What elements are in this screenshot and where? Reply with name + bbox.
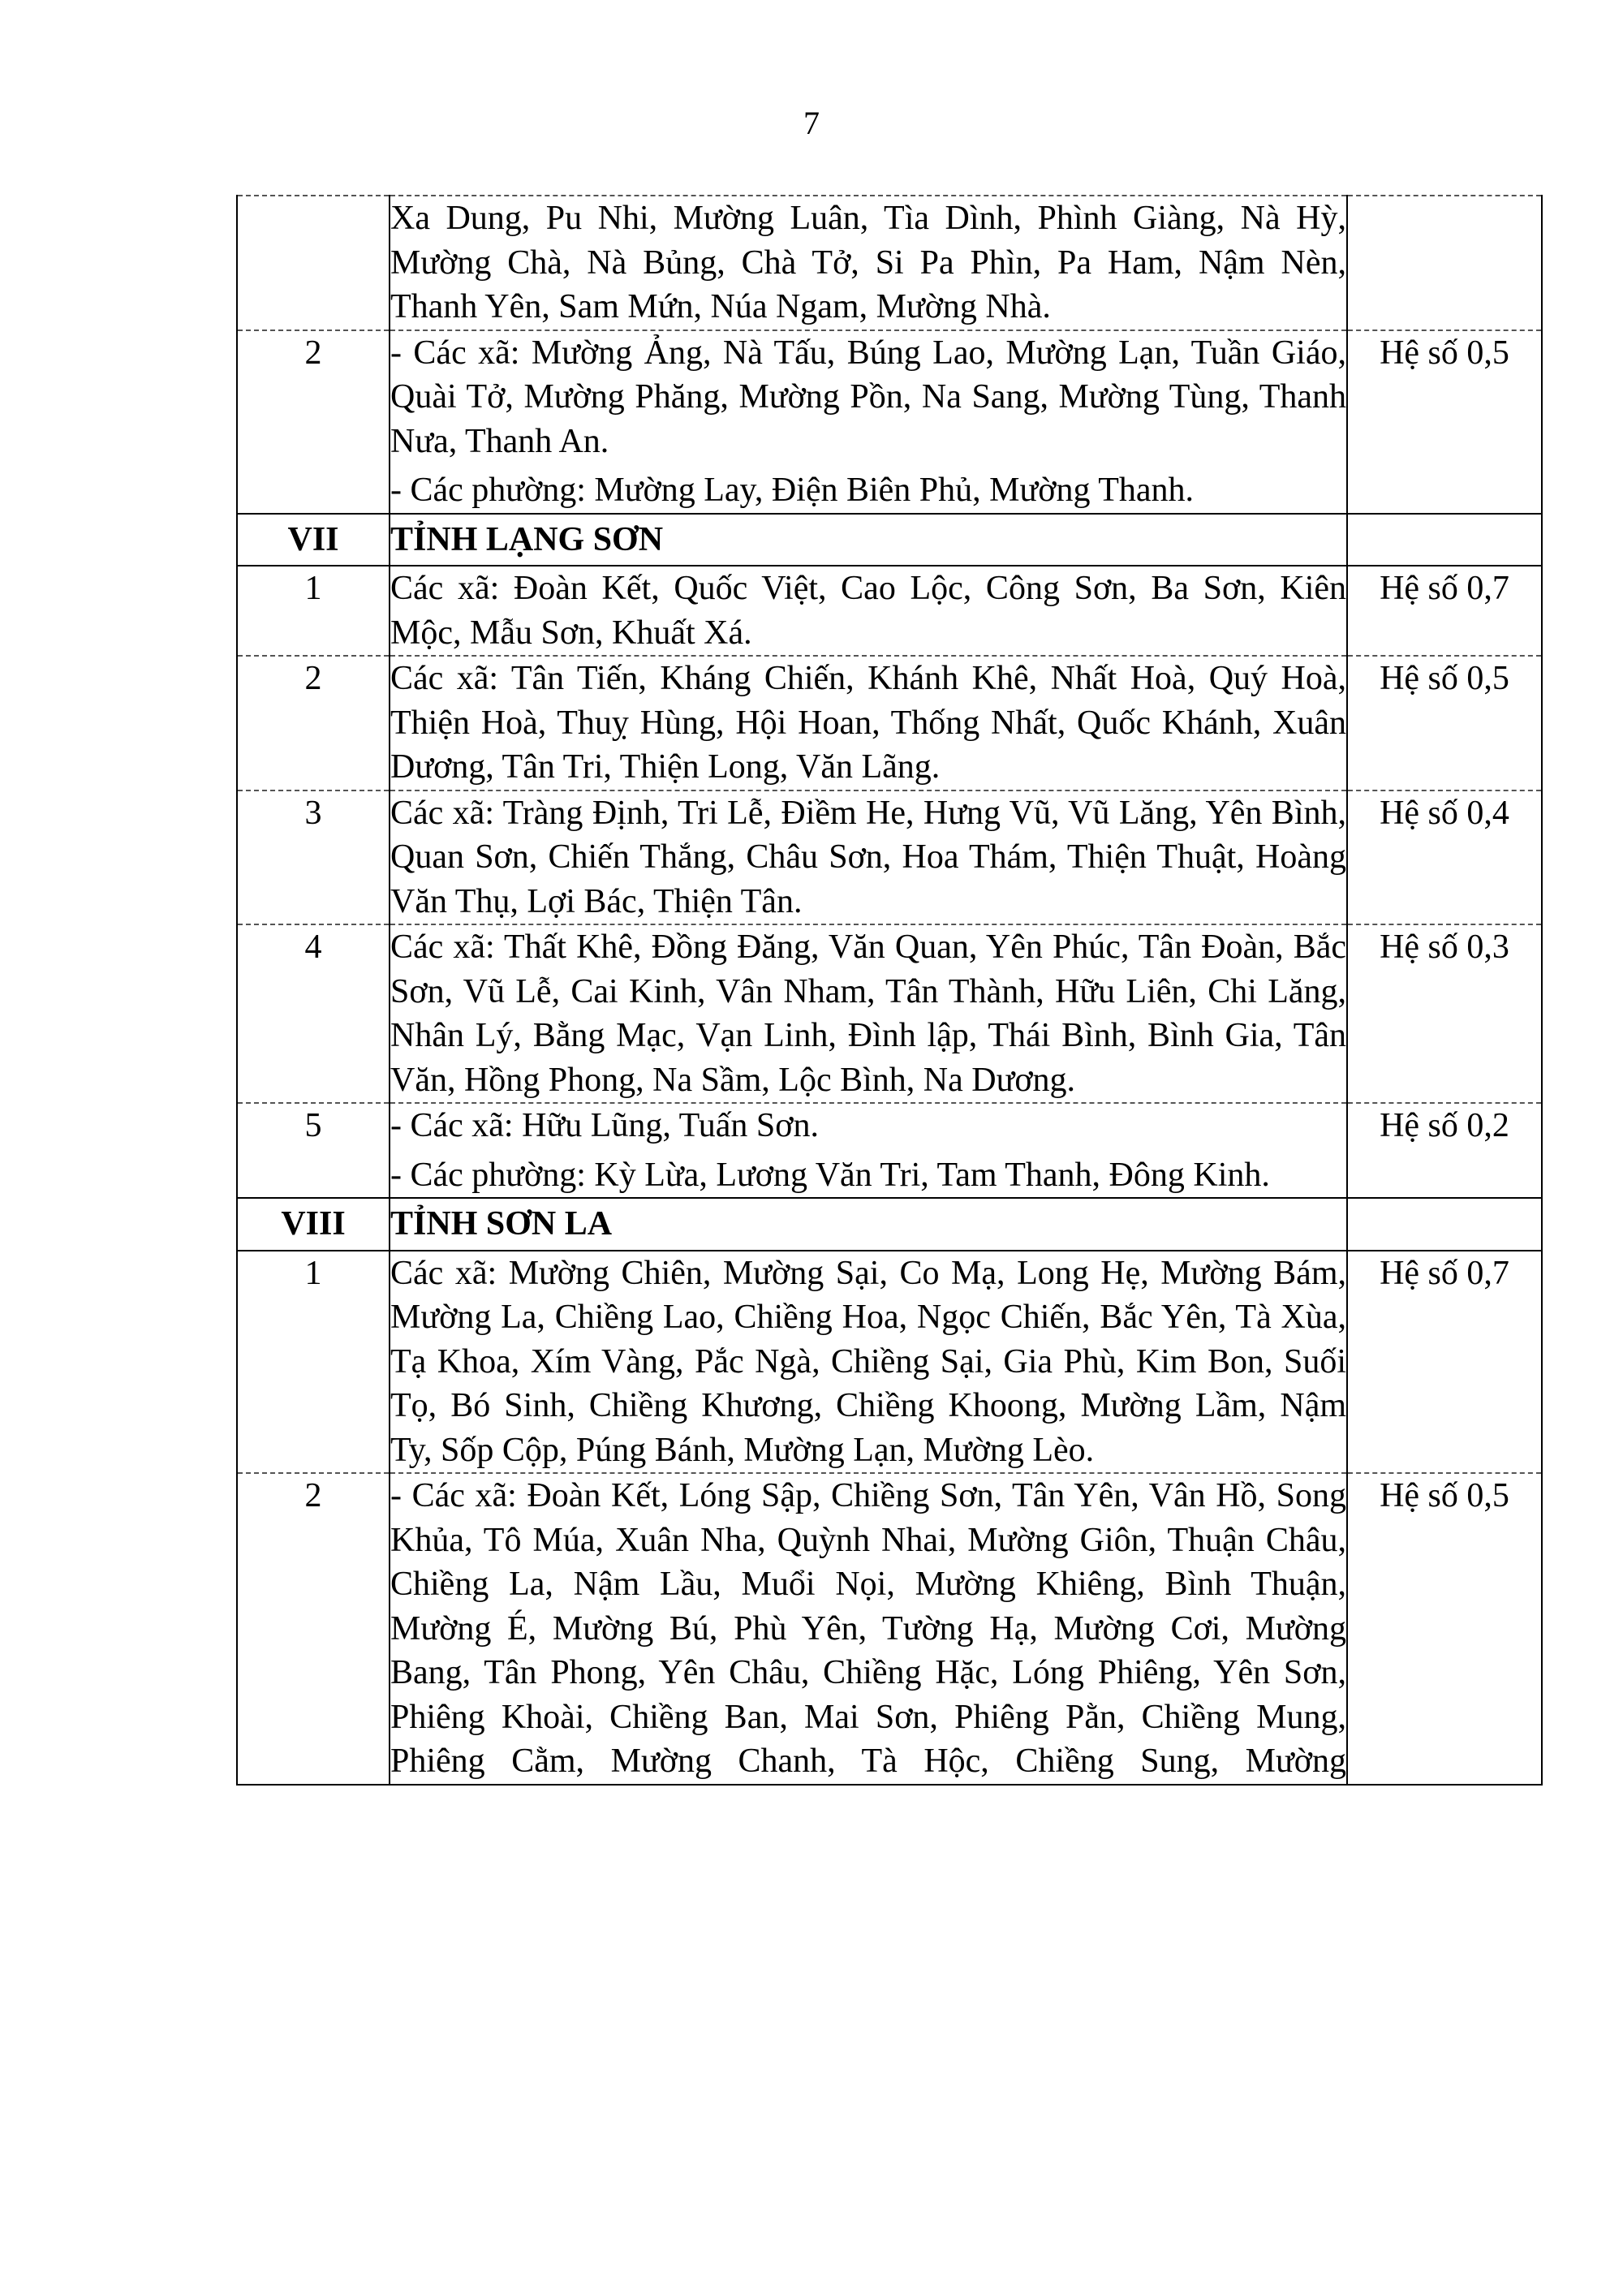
page-number: 7	[803, 105, 820, 141]
table-row	[237, 790, 1542, 925]
commune-paragraph: - Các xã: Hữu Lũng, Tuấn Sơn.	[390, 1107, 819, 1144]
commune-paragraph: - Các phường: Mường Lay, Điện Biên Phủ, Mường Thanh.	[390, 472, 1194, 509]
section-row	[237, 514, 1542, 566]
table-row	[237, 1103, 1542, 1198]
table-row	[237, 330, 1542, 514]
coefficient-value: Hệ số 0,5	[1347, 330, 1542, 514]
section-row	[237, 1198, 1542, 1251]
table-body	[237, 196, 1542, 1785]
commune-list	[390, 924, 1347, 1103]
commune-paragraph: Các xã: Tràng Định, Tri Lễ, Điềm He, Hưng Vũ, Vũ Lăng, Yên Bình, Quan Sơn, Chiến Thắng, Châu Sơn, Hoa Thám, Thiện Thuật, Hoàng Văn Thụ, Lợi Bác, Thiện Tân.	[390, 794, 1346, 920]
coefficient-value: Hệ số 0,4	[1347, 790, 1542, 925]
row-number	[237, 196, 390, 330]
table-row	[237, 196, 1542, 330]
row-number: 3	[237, 790, 390, 925]
commune-list	[390, 1473, 1347, 1785]
commune-paragraph: Các xã: Tân Tiến, Kháng Chiến, Khánh Khê, Nhất Hoà, Quý Hoà, Thiện Hoà, Thuỵ Hùng, Hội Hoan, Thống Nhất, Quốc Khánh, Xuân Dương, Tân Tri, Thiện Long, Văn Lãng.	[390, 660, 1346, 786]
row-number: 4	[237, 924, 390, 1103]
commune-list	[390, 1103, 1347, 1198]
commune-paragraph: - Các xã: Mường Ảng, Nà Tấu, Búng Lao, Mường Lạn, Tuần Giáo, Quài Tở, Mường Phăng, Mường Pồn, Na Sang, Mường Tùng, Thanh Nưa, Thanh An.	[390, 334, 1346, 460]
row-number: 1	[237, 566, 390, 656]
coefficient-value: Hệ số 0,7	[1347, 566, 1542, 656]
table-row	[237, 1251, 1542, 1474]
commune-paragraph: - Các phường: Kỳ Lừa, Lương Văn Tri, Tam Thanh, Đông Kinh.	[390, 1156, 1270, 1194]
commune-paragraph: Các xã: Thất Khê, Đồng Đăng, Văn Quan, Yên Phúc, Tân Đoàn, Bắc Sơn, Vũ Lễ, Cai Kinh, Vân Nham, Tân Thành, Hữu Liên, Chi Lăng, Nhân Lý, Bằng Mạc, Vạn Linh, Đình lập, Thái Bình, Bình Gia, Tân Văn, Hồng Phong, Na Sầm, Lộc Bình, Na Dương.	[390, 928, 1346, 1099]
row-number: 1	[237, 1251, 390, 1474]
coefficient-value	[1347, 1198, 1542, 1251]
coefficient-value	[1347, 196, 1542, 330]
row-number: 2	[237, 656, 390, 790]
commune-paragraph: Xa Dung, Pu Nhi, Mường Luân, Tìa Dình, Phình Giàng, Nà Hỳ, Mường Chà, Nà Bủng, Chà Tở, Si Pa Phìn, Pa Ham, Nậm Nèn, Thanh Yên, Sam Mứn, Núa Ngam, Mường Nhà.	[390, 200, 1346, 325]
table-row	[237, 1473, 1542, 1785]
commune-paragraph: Các xã: Đoàn Kết, Quốc Việt, Cao Lộc, Công Sơn, Ba Sơn, Kiên Mộc, Mẫu Sơn, Khuất Xá.	[390, 570, 1346, 652]
commune-list	[390, 1251, 1347, 1474]
commune-paragraph: - Các xã: Đoàn Kết, Lóng Sập, Chiềng Sơn, Tân Yên, Vân Hồ, Song Khủa, Tô Múa, Xuân Nha, Quỳnh Nhai, Mường Giôn, Thuận Châu, Chiềng La, Nậm Lầu, Muổi Nọi, Mường Khiêng, Bình Thuận, Mường É, Mường Bú, Phù Yên, Tường Hạ, Mường Cơi, Mường Bang, Tân Phong, Yên Châu, Chiềng Hặc, Lóng Phiêng, Yên Sơn, Phiêng Khoài, Chiềng Ban, Mai Sơn, Phiêng Pằn, Chiềng Mung, Phiêng Cằm, Mường Chanh, Tà Hộc, Chiềng Sung, Mường	[390, 1477, 1346, 1780]
table-row	[237, 566, 1542, 656]
commune-list	[390, 566, 1347, 656]
coefficient-value: Hệ số 0,5	[1347, 1473, 1542, 1785]
coefficient-value	[1347, 514, 1542, 566]
commune-list	[390, 656, 1347, 790]
coefficient-value: Hệ số 0,5	[1347, 656, 1542, 790]
table-row	[237, 924, 1542, 1103]
coefficient-value: Hệ số 0,3	[1347, 924, 1542, 1103]
section-number: VII	[237, 514, 390, 566]
commune-list	[390, 330, 1347, 514]
section-title: TỈNH SƠN LA	[390, 1198, 1347, 1251]
row-number: 5	[237, 1103, 390, 1198]
commune-list	[390, 196, 1347, 330]
commune-paragraph: Các xã: Mường Chiên, Mường Sại, Co Mạ, Long Hẹ, Mường Bám, Mường La, Chiềng Lao, Chiềng Hoa, Ngọc Chiến, Bắc Yên, Tà Xùa, Tạ Khoa, Xím Vàng, Pắc Ngà, Chiềng Sại, Gia Phù, Kim Bon, Suối Tọ, Bó Sinh, Chiềng Khương, Chiềng Khoong, Mường Lầm, Nậm Ty, Sốp Cộp, Púng Bánh, Mường Lạn, Mường Lèo.	[390, 1254, 1346, 1469]
section-number: VIII	[237, 1198, 390, 1251]
coefficient-value: Hệ số 0,7	[1347, 1251, 1542, 1474]
row-number: 2	[237, 1473, 390, 1785]
coefficient-table	[236, 195, 1543, 1786]
table-row	[237, 656, 1542, 790]
commune-list	[390, 790, 1347, 925]
section-title: TỈNH LẠNG SƠN	[390, 514, 1347, 566]
row-number: 2	[237, 330, 390, 514]
coefficient-value: Hệ số 0,2	[1347, 1103, 1542, 1198]
